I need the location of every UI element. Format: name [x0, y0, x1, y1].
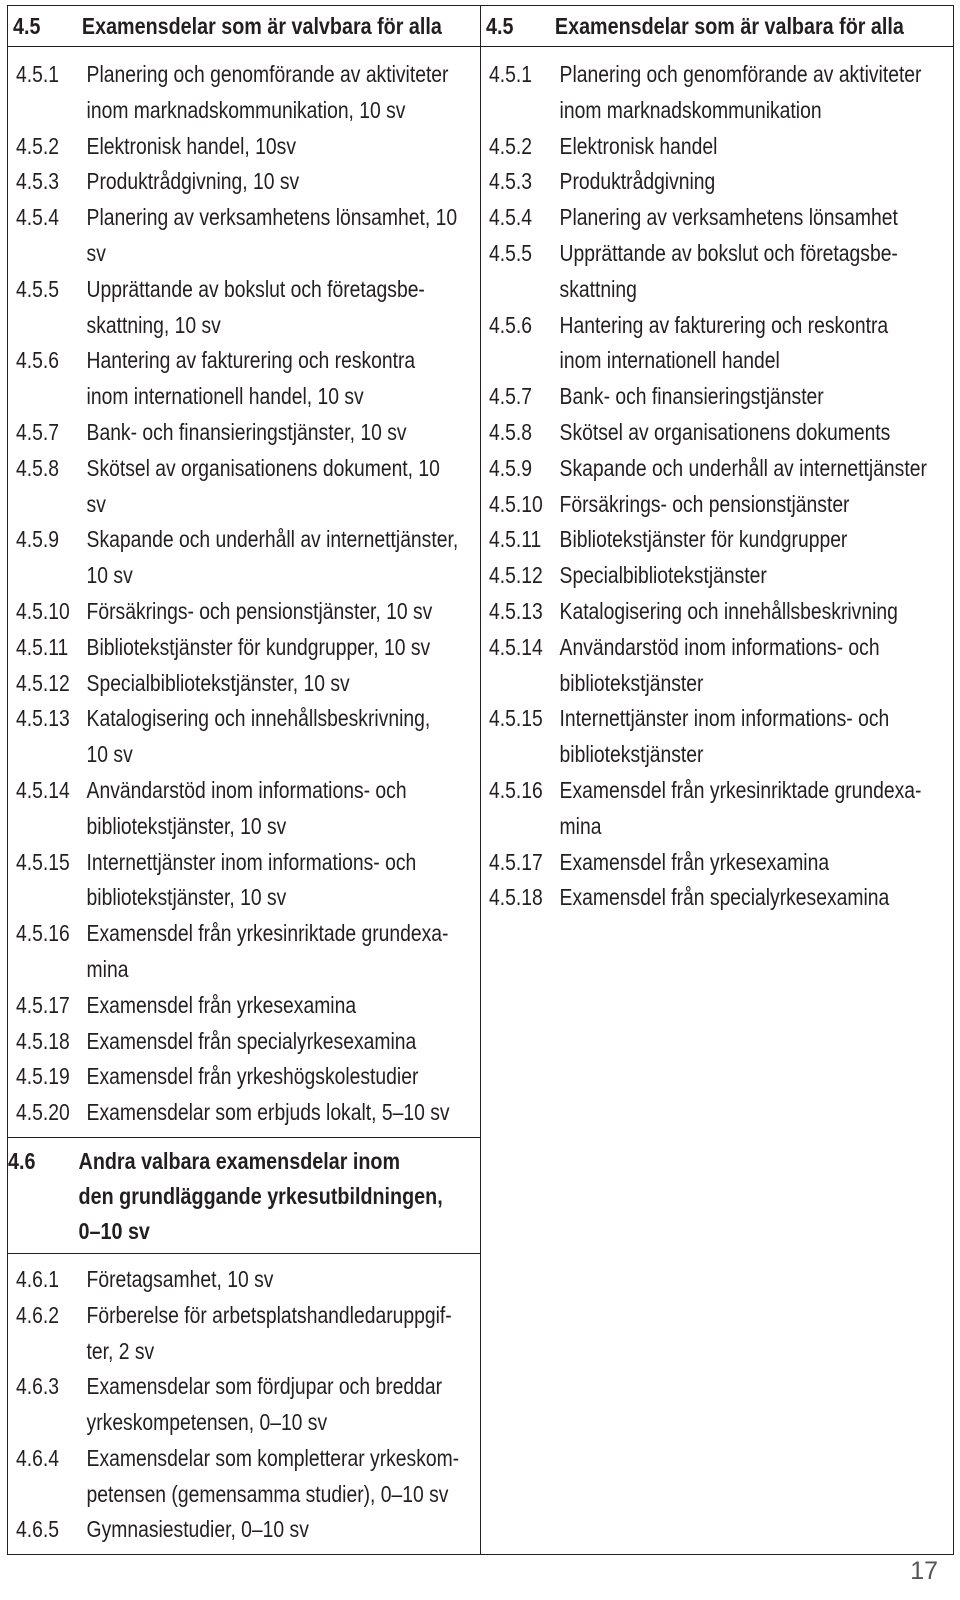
item-number: 4.5.10 [489, 490, 543, 517]
item-number: 4.5.19 [16, 1063, 70, 1090]
list-item [16, 343, 476, 415]
item-number: 4.6.1 [16, 1265, 59, 1292]
item-text: Examensdel från yrkesinriktade grundexa- mina [86, 920, 449, 982]
section-title: Andra valbara examensdelar inom den grundläggande yrkesutbildningen, 0–10 sv [78, 1147, 443, 1244]
item-text: Försäkrings- och pensionstjänster, 10 sv [86, 597, 433, 624]
list-item [16, 164, 476, 200]
item-number: 4.5.16 [489, 776, 543, 803]
left-header-cell [8, 6, 481, 47]
list-item [16, 916, 476, 988]
list-item [489, 630, 949, 702]
item-number: 4.5.2 [16, 132, 59, 159]
item-text: Skötsel av organisationens dokument, 10 sv [86, 454, 440, 517]
item-number: 4.5.6 [489, 311, 532, 338]
item-text: Examensdel från specialyrkesexamina [559, 884, 890, 911]
list-item [16, 594, 476, 630]
list-item [16, 272, 476, 344]
item-text: Katalogisering och innehållsbeskrivning, 10 sv [86, 705, 431, 768]
item-number: 4.5.20 [16, 1099, 70, 1126]
list-item [489, 200, 949, 236]
list-item [489, 415, 949, 451]
list-item [489, 701, 949, 773]
list-item [489, 845, 949, 881]
item-text: Skötsel av organisationens dokuments [559, 418, 891, 445]
item-text: Upprättande av bokslut och företagsbe- skattning [559, 239, 898, 302]
item-text: Specialbibliotekstjänster [559, 562, 767, 589]
list-item [16, 1262, 476, 1298]
list-item [16, 129, 476, 165]
item-text: Skapande och underhåll av internettjänster [559, 454, 927, 481]
list-item [16, 1512, 476, 1548]
list-item [16, 1441, 476, 1513]
item-number: 4.5.9 [16, 526, 59, 553]
item-text: Internettjänster inom informations- och bibliotekstjänster, 10 sv [86, 848, 417, 911]
item-number: 4.5.18 [16, 1027, 70, 1054]
item-number: 4.5.2 [489, 132, 532, 159]
item-text: Upprättande av bokslut och företagsbe- skattning, 10 sv [86, 275, 425, 338]
item-text: Examensdel från yrkesexamina [86, 991, 357, 1018]
item-text: Företagsamhet, 10 sv [86, 1265, 274, 1292]
list-item [489, 308, 949, 380]
list-item [16, 1369, 476, 1441]
item-number: 4.6.2 [16, 1301, 59, 1328]
list-item [489, 594, 949, 630]
item-number: 4.5.11 [16, 633, 69, 660]
item-text: Examensdel från yrkesinriktade grundexa- mina [559, 776, 922, 839]
left-list-cell [8, 47, 481, 1138]
list-item [16, 451, 476, 523]
item-text: Produktrådgivning [559, 168, 716, 195]
right-item-list [481, 47, 953, 922]
item-number: 4.5.16 [16, 920, 70, 947]
comparison-table [7, 5, 954, 1555]
right-header-number: 4.5 [486, 13, 514, 39]
list-item [489, 880, 949, 916]
left-list2-cell [8, 1253, 481, 1554]
list-item [16, 666, 476, 702]
item-text: Bibliotekstjänster för kundgrupper [559, 526, 848, 553]
list-item [16, 701, 476, 773]
item-number: 4.5.4 [489, 204, 532, 231]
item-number: 4.5.10 [16, 597, 70, 624]
item-text: Användarstöd inom informations- och bibliotekstjänster, 10 sv [86, 776, 407, 839]
item-text: Förberelse för arbetsplatshandledaruppgif- ter, 2 sv [86, 1301, 452, 1364]
item-text: Användarstöd inom informations- och bibliotekstjänster [559, 633, 880, 696]
item-text: Examensdel från specialyrkesexamina [86, 1027, 417, 1054]
item-text: Bank- och finansieringstjänster [559, 383, 824, 410]
body-row-4-5 [8, 47, 954, 1138]
list-item [489, 379, 949, 415]
item-text: Examensdelar som fördjupar och breddar yrkeskompetensen, 0–10 sv [86, 1373, 443, 1436]
item-number: 4.5.6 [16, 347, 59, 374]
item-number: 4.6.3 [16, 1373, 59, 1400]
list-item [16, 1298, 476, 1370]
list-item [489, 236, 949, 308]
item-number: 4.5.18 [489, 884, 543, 911]
list-item [489, 522, 949, 558]
item-number: 4.5.8 [489, 418, 532, 445]
list-item [16, 1024, 476, 1060]
page-number: 17 [910, 1557, 938, 1585]
item-number: 4.5.8 [16, 454, 59, 481]
item-number: 4.5.7 [16, 418, 59, 445]
right-header-cell [481, 6, 954, 47]
item-number: 4.5.5 [16, 275, 59, 302]
item-number: 4.5.3 [489, 168, 532, 195]
item-text: Elektronisk handel [559, 132, 718, 159]
left-item-list [8, 47, 480, 1137]
list-item [16, 522, 476, 594]
right-list-cell [481, 47, 954, 1555]
right-header-title: Examensdelar som är valbara för alla [554, 13, 904, 39]
right-header [481, 6, 945, 46]
list-item [16, 988, 476, 1024]
list-item [489, 57, 949, 129]
item-number: 4.6.5 [16, 1516, 59, 1543]
list-item [489, 487, 949, 523]
list-item [16, 57, 476, 129]
item-text: Examensdel från yrkesexamina [559, 848, 830, 875]
item-number: 4.5.9 [489, 454, 532, 481]
item-text: Bank- och finansieringstjänster, 10 sv [86, 418, 407, 445]
item-text: Planering av verksamhetens lönsamhet, 10 sv [86, 204, 458, 266]
item-number: 4.5.11 [489, 526, 542, 553]
item-number: 4.5.13 [489, 597, 543, 624]
list-item [16, 200, 476, 272]
item-number: 4.5.17 [16, 991, 70, 1018]
item-number: 4.5.12 [489, 562, 543, 589]
list-item [16, 1059, 476, 1095]
item-text: Planering och genomförande av aktiviteter inom marknadskommunikation [559, 61, 922, 123]
item-text: Elektronisk handel, 10sv [86, 132, 296, 159]
item-text: Katalogisering och innehållsbeskrivning [559, 597, 898, 624]
item-text: Bibliotekstjänster för kundgrupper, 10 sv [86, 633, 431, 660]
list-item [16, 773, 476, 845]
item-text: Skapande och underhåll av internettjänster, 10 sv [86, 526, 459, 589]
item-text: Internettjänster inom informations- och bibliotekstjänster [559, 705, 890, 768]
left-header [8, 6, 472, 46]
item-number: 4.5.7 [489, 383, 532, 410]
item-number: 4.5.4 [16, 204, 59, 231]
list-item [16, 1095, 476, 1131]
item-number: 4.5.15 [489, 705, 543, 732]
item-number: 4.5.17 [489, 848, 543, 875]
item-number: 4.5.13 [16, 705, 70, 732]
section-heading-4-6 [8, 1138, 468, 1253]
left-header-number: 4.5 [13, 13, 41, 39]
item-text: Hantering av fakturering och reskontra inom internationell handel [559, 311, 889, 374]
item-number: 4.5.5 [489, 239, 532, 266]
item-text: Examensdel från yrkeshögskolestudier [86, 1063, 419, 1090]
list-item [16, 630, 476, 666]
item-text: Försäkrings- och pensionstjänster [559, 490, 850, 517]
left-section-cell [8, 1137, 481, 1253]
item-text: Specialbibliotekstjänster, 10 sv [86, 669, 350, 696]
item-text: Examensdelar som kompletterar yrkeskom- petensen (gemensamma studier), 0–10 sv [86, 1444, 460, 1507]
item-number: 4.5.1 [16, 61, 59, 87]
item-number: 4.6.4 [16, 1444, 59, 1471]
header-row [8, 6, 954, 47]
item-number: 4.5.12 [16, 669, 70, 696]
list-item [489, 129, 949, 165]
left-item-list-4-6 [8, 1254, 480, 1554]
item-number: 4.5.3 [16, 168, 59, 195]
item-text: Produktrådgivning, 10 sv [86, 168, 300, 195]
section-number: 4.6 [8, 1147, 36, 1174]
item-text: Hantering av fakturering och reskontra inom internationell handel, 10 sv [86, 347, 416, 410]
list-item [489, 558, 949, 594]
list-item [489, 773, 949, 845]
list-item [16, 415, 476, 451]
item-text: Examensdelar som erbjuds lokalt, 5–10 sv [86, 1099, 450, 1126]
item-number: 4.5.14 [16, 776, 70, 803]
left-header-title: Examensdelar som är valvbara för alla [81, 13, 442, 39]
item-number: 4.5.15 [16, 848, 70, 875]
list-item [16, 845, 476, 917]
item-number: 4.5.14 [489, 633, 543, 660]
list-item [489, 164, 949, 200]
list-item [489, 451, 949, 487]
item-number: 4.5.1 [489, 61, 532, 87]
item-text: Planering och genomförande av aktiviteter inom marknadskommunikation, 10 sv [86, 61, 449, 123]
item-text: Gymnasiestudier, 0–10 sv [86, 1516, 309, 1543]
item-text: Planering av verksamhetens lönsamhet [559, 204, 898, 231]
